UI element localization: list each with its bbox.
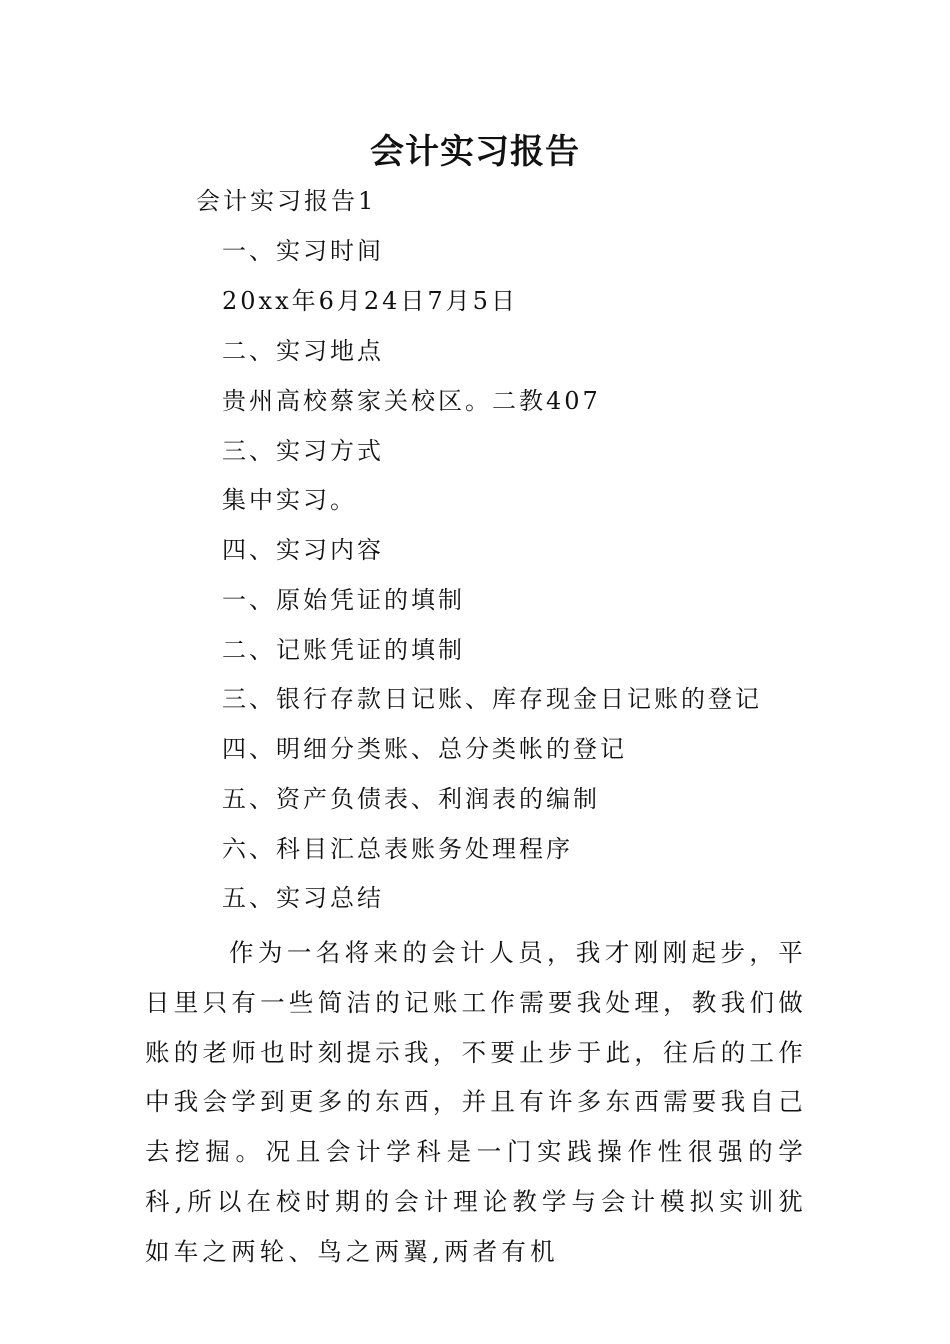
text-line: 四、实习内容 [222, 536, 384, 564]
section-heading: 会计实习报告1 [196, 187, 377, 215]
text-line: 20xx年6月24日7月5日 [222, 287, 518, 315]
text-line: 五、实习总结 [222, 884, 384, 912]
text-line: 三、实习方式 [222, 437, 384, 465]
document-title: 会计实习报告 [370, 132, 580, 172]
text-line: 二、记账凭证的填制 [222, 636, 465, 664]
text-line: 一、实习时间 [222, 237, 384, 265]
text-line: 二、实习地点 [222, 337, 384, 365]
text-line: 四、明细分类账、总分类帐的登记 [222, 735, 627, 763]
text-line: 三、银行存款日记账、库存现金日记账的登记 [222, 685, 762, 713]
text-line: 一、原始凭证的填制 [222, 586, 465, 614]
body-paragraph: 作为一名将来的会计人员，我才刚刚起步，平日里只有一些简洁的记账工作需要我处理，教我们做账的老师也时刻提示我，不要止步于此，往后的工作中我会学到更多的东西，并且有许多东西需要我自己去挖掘。况且会计学科是一门实践操作性很强的学科,所以在校时期的会计理论教学与会计模拟实训犹如车之两轮、鸟之两翼,两者有机 [145, 938, 807, 1266]
text-line: 集中实习。 [222, 486, 357, 514]
text-line: 六、科目汇总表账务处理程序 [222, 835, 573, 863]
text-line: 五、资产负债表、利润表的编制 [222, 785, 600, 813]
text-line: 贵州高校蔡家关校区。二教407 [222, 387, 601, 415]
